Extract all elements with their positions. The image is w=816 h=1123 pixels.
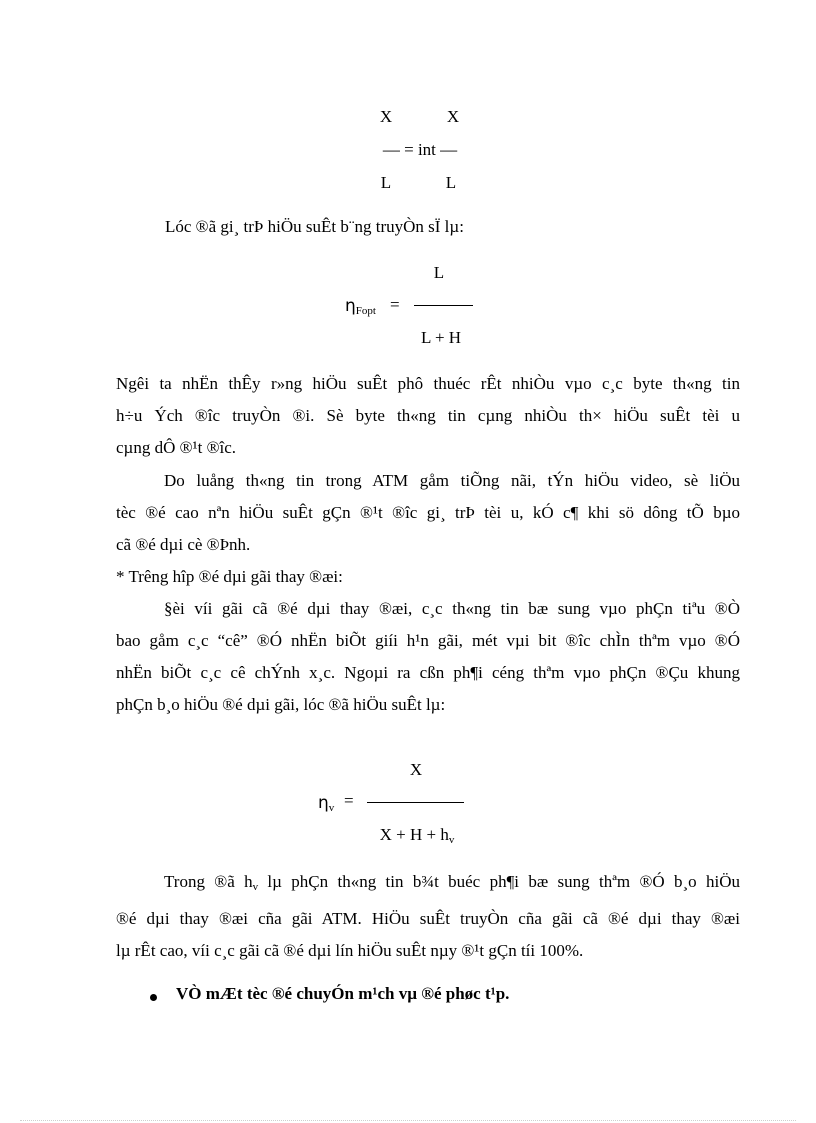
- case-heading: * Trêng hîp ®é dµi gãi thay ®æi:: [116, 567, 343, 586]
- paragraph-3-line: nhËn biÕt c¸c cê chÝnh x¸c. Ngoµi ra cßn ph¶i céng thªm vµo phÇn ®Çu khung: [116, 663, 740, 682]
- formula3-numerator: X: [409, 760, 423, 779]
- formula1-middle: — = int —: [382, 140, 458, 159]
- paragraph-3-line: §èi víi gãi cã ®é dµi thay ®æi, c¸c th«ng tin bæ sung vµo phÇn tiªu ®Ò: [164, 599, 740, 618]
- paragraph-3-line: bao gåm c¸c “cê” ®Ó nhËn biÕt giíi h¹n gãi, mét vµi bit ®îc chÌn thªm vµo ®Ó: [116, 631, 740, 650]
- paragraph-2-line: Do luång th«ng tin trong ATM gåm tiÕng nãi, tÝn hiÖu video, sè liÖu: [164, 471, 740, 490]
- paragraph-1: [116, 368, 740, 464]
- formula2-denominator: L + H: [420, 328, 462, 347]
- formula3-denominator-main: X + H + h: [379, 825, 449, 844]
- paragraph-2: [116, 465, 740, 561]
- paragraph-4-line: [116, 866, 740, 903]
- paragraph-2-line: cã ®é dµi cè ®Þnh.: [116, 535, 251, 554]
- formula1-denominator-left: L: [380, 173, 392, 192]
- formula1-denominator-right: L: [445, 173, 457, 192]
- paragraph-3-line: phÇn b¸o hiÖu ®é dµi gãi, lóc ®ã hiÖu suÊt lµ:: [116, 695, 446, 714]
- formula2-fraction-bar: [414, 305, 473, 306]
- formula3-equals: =: [344, 791, 354, 810]
- formula3-denominator: [380, 825, 455, 846]
- paragraph-4-line: lµ rÊt cao, víi c¸c gãi cã ®é dµi lín hiÖu suÊt nµy ®¹t gÇn tíi 100%.: [116, 941, 584, 960]
- paragraph-1-line: h÷u Ých ®îc truyÒn ®i. Sè byte th«ng tin cµng nhiÒu th× hiÖu suÊt tèi u: [116, 406, 740, 425]
- formula3-subscript: v: [328, 802, 335, 814]
- paragraph-1-line: Ngêi ta nhËn thÊy r»ng hiÖu suÊt phô thuéc rÊt nhiÒu vµo c¸c byte th«ng tin: [116, 374, 740, 393]
- formula2-lhs: [345, 296, 376, 317]
- paragraph-2-line: tèc ®é cao nªn hiÖu suÊt gÇn ®¹t ®îc gi¸ trÞ tèi u, kÓ c¶ khi sö dông tÕ bµo: [116, 503, 740, 522]
- paragraph-1-line: cµng dÔ ®¹t ®îc.: [116, 438, 237, 457]
- paragraph-4-subscript: v: [252, 881, 259, 893]
- bullet-heading: VÒ mÆt tèc ®é chuyÓn m¹ch vµ ®é phøc t¹p.: [176, 984, 510, 1003]
- formula2-numerator: L: [433, 263, 445, 282]
- page-bottom-border: [20, 1120, 796, 1121]
- paragraph-4-line: ®é dµi thay ®æi cña gãi ATM. HiÖu suÊt truyÒn cña gãi cã ®é dµi thay ®æi: [116, 909, 740, 928]
- formula3-denominator-sub: v: [448, 834, 455, 846]
- formula2-equals: =: [390, 295, 400, 314]
- formula3-lhs: [318, 793, 334, 814]
- eta-symbol: η: [345, 296, 356, 316]
- paragraph-4-text: Trong ®ã h: [164, 872, 253, 891]
- formula1-numerator-left: X: [379, 107, 393, 126]
- eta-symbol: η: [318, 793, 329, 813]
- formula1-numerator-right: X: [446, 107, 460, 126]
- bullet-dot-icon: [150, 994, 157, 1001]
- intro-line: Lóc ®ã gi¸ trÞ hiÖu suÊt b¨ng truyÒn sÏ lµ:: [165, 217, 464, 236]
- formula3-fraction-bar: [367, 802, 464, 803]
- paragraph-4: [116, 866, 740, 967]
- paragraph-4-text: lµ phÇn th«ng tin b¾t buéc ph¶i bæ sung thªm ®Ó b¸o hiÖu: [258, 872, 740, 891]
- formula2-subscript: Fopt: [355, 305, 376, 317]
- paragraph-3: [116, 593, 740, 721]
